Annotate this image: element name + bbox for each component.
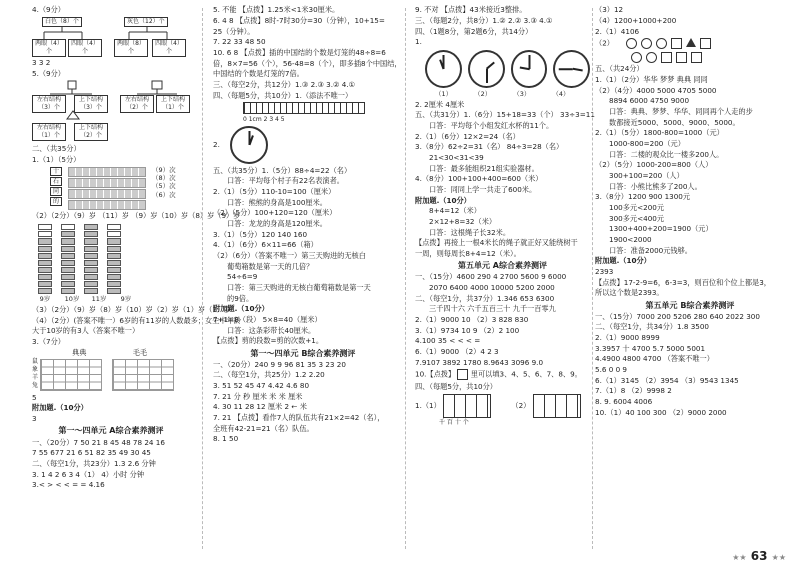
c4-l13: 口答：二楼的观众比一楼多200人。: [609, 149, 724, 159]
bar-label-3: 11岁: [91, 295, 107, 304]
tree3-left: 左右结构（3）个: [32, 95, 66, 113]
tree2-left: 两眼（8）个: [114, 39, 148, 57]
c2-l10-row: [213, 126, 393, 164]
c4-l18: 100多元<200元: [609, 202, 665, 212]
c4-extra-label: 附加题.（10分）: [595, 256, 651, 266]
c3-l10: 21<30<31<39: [429, 152, 484, 162]
triangle-icon: [686, 38, 696, 47]
hanzi-3: 同: [50, 187, 62, 196]
c2-l11: 五、（共35分）1.（5分）88÷4=22（名）: [213, 165, 352, 175]
clock-labels: [435, 91, 590, 98]
c4-s8: 8. 9. 6004 4006: [595, 397, 653, 407]
shape-pattern-row2: [631, 52, 785, 63]
circle-icon: [646, 52, 657, 63]
square-icon: [691, 52, 702, 63]
bar-label-4: 9岁: [120, 295, 132, 304]
c2-s1: 一、（20分）240 9 9 96 81 35 3 23 20: [213, 359, 346, 369]
c4-l23: [595, 257, 785, 265]
q2-3: （3）（2分）（9）岁（8）岁（10）岁（2）岁（1）岁（1）岁: [32, 305, 232, 315]
c4-s1: 一、（15分）7000 200 5206 280 640 2022 300: [595, 311, 760, 321]
clock-2-icon: [468, 50, 505, 88]
extra-answer: 3: [32, 414, 37, 424]
c2-l10: 2.: [213, 140, 220, 150]
q2-1: [32, 156, 190, 164]
c3-s10-row: [415, 394, 590, 418]
c2-l3: 25（分钟）。: [213, 26, 255, 36]
c3-l3: 四、（1题8分，第2题6分，共14分）: [415, 26, 533, 36]
unit-title-3: 第五单元 A综合素养测评: [458, 261, 547, 271]
hanzi-1: 十: [50, 167, 62, 176]
tree1-root: 白色（8）个: [42, 17, 82, 27]
q2-4: （4）（2分）(答案不唯一）6岁的有11岁的人数最多；女生中年龄: [32, 315, 241, 325]
c4-l10: 数都接近5000、5000、9000、5000。: [609, 117, 740, 127]
clock-label-4: （4）: [552, 89, 570, 98]
unit-title-4: 第五单元 B综合素养测评: [645, 300, 735, 310]
c4-l4: （2）: [595, 38, 614, 48]
column-divider-2: [405, 8, 406, 549]
count-2: （8）次: [152, 174, 176, 182]
c4-l19: 300多元<400元: [609, 213, 665, 223]
animal-labels: [32, 359, 38, 391]
c2-s7: 8. 1 50: [213, 434, 239, 444]
tree4-right: 上下结构（1）个: [156, 95, 190, 113]
c2-l13: 2.（1）（5分）110-10=100（厘米）: [213, 186, 336, 196]
c2-l6: 倍，8×7=56（个），56-48=8（个），即多插8个中国结，: [213, 58, 402, 68]
animal-3: 羊: [32, 374, 39, 382]
classification-tree-1: [32, 17, 190, 57]
tree4-left: 左右结构（2）个: [120, 95, 154, 113]
clock-icon: [230, 126, 268, 164]
c1-s1b: 7 55 677 21 6 51 82 35 49 30 45: [32, 448, 151, 458]
c4-l17: 3.（8分）1200 900 1300元: [595, 192, 691, 202]
c3-s4: 3.（1）9734 10 9 （2）2 100: [415, 325, 520, 335]
tree2-right: 四眼（4）个: [152, 39, 186, 57]
c4-s3: 3.3957 十 4700 5.7 5000 5001: [595, 343, 706, 353]
c2-extra-label: 附加题.（10分）: [213, 304, 269, 314]
bar-labels: [36, 296, 190, 303]
clock-1-icon: [425, 50, 462, 88]
c2-l19: （2）（6分）（答案不唯一）第三天购进的无核白: [213, 250, 366, 260]
c2-l23: 的9倍。: [227, 293, 254, 303]
shape-pattern-2: [631, 52, 702, 63]
abacus-labels: 千 百 十 个: [439, 418, 469, 426]
c2-l15: （2）（5分）100+120=120（厘米）: [213, 208, 337, 218]
c1-s3: 3. 1 4 2 6 3 4（1） 4）小时 分钟: [32, 469, 145, 479]
hanzi-list: [50, 167, 62, 210]
c3-l13: 口答：同同上学一共走了600米。: [429, 184, 537, 194]
hanzi-2: 石: [50, 177, 62, 186]
c2-l8: 三、（每空2分，共12分）1.③ 2.③ 3.② 4.①: [213, 80, 356, 90]
q4-nums: 3 3 2: [32, 58, 51, 68]
c3-extra-label: 附加题.（10分）: [415, 195, 471, 205]
page-number: [732, 550, 786, 564]
tally-grid: [68, 167, 146, 210]
answer-column-4: [595, 4, 785, 555]
bar-label-1: 9岁: [39, 295, 51, 304]
c4-l5: 五、（共24分）: [595, 64, 644, 74]
circle-icon: [626, 38, 637, 49]
count-4: （6）次: [152, 190, 176, 199]
c1-s1: 一、（20分）7 50 21 8 45 48 78 24 16: [32, 437, 165, 447]
circle-icon: [656, 38, 667, 49]
c4-l6: 1.（1）（2分）华华 梦梦 典典 同同: [595, 74, 708, 84]
abacus-2-icon: [533, 394, 581, 418]
c3-l9: 3.（8分）62÷2=31（名） 84÷3=28（名）: [415, 142, 564, 152]
c2-l1: 5. 不能 【点拨】1.25米<1米30厘米。: [213, 5, 340, 15]
name-a: 典典: [72, 347, 87, 357]
c3-l5: 2. 2厘米 4厘米: [415, 99, 465, 109]
c3-l17: 口答：这根绳子长32米。: [429, 227, 511, 237]
c2-s3: 7. 21 分 秒 厘米 米 米 厘米: [213, 391, 303, 401]
c3-l18: 【点拨】再接上一根4米长的绳子就正好又能绕树干: [415, 238, 578, 248]
c4-l20: 1300+400+200=1900（元）: [609, 224, 713, 234]
c4-l15: 300+100=200（人）: [609, 170, 684, 180]
tree2-root: 灰色（12）个: [124, 17, 168, 27]
c3-s2b: 三千四十六 六千五百三十 九千一百零九: [429, 304, 556, 314]
c2-l24: [213, 305, 393, 313]
age-bar-1: [38, 224, 52, 294]
c2-l7: 中国结的个数是灯笼的7倍。: [213, 69, 304, 79]
ruler-scale: 0 1cm 2 3 4 5: [243, 115, 285, 123]
answer-column-2: [213, 4, 402, 555]
count-1: （9）次: [152, 165, 176, 174]
c4-l21: 1900<2000: [609, 234, 652, 244]
c4-l11: 2.（1）（5分）1800-800=1000（元）: [595, 128, 724, 138]
c3-l16: 2×12+8=32（米）: [429, 216, 497, 226]
c3-l1: 9. 不对 【点拨】43米接近3整排。: [415, 5, 527, 15]
c3-l15: 8+4=12（米）: [429, 206, 481, 216]
c3-s10b: （2）: [511, 400, 531, 410]
page-dots-right: ★★: [771, 553, 786, 563]
q5-label: 5.（9分）: [32, 69, 65, 79]
c4-l25: 【点拨】17-2-9=6，6-3=3，则百位和个位上都是3，: [595, 277, 771, 287]
c2-l20: 葡萄箱数是第一天的几倍？: [227, 261, 314, 271]
c4-s6: 6.（1）3145 （2）3954 （3）9543 1345: [595, 375, 739, 385]
c4-l9: 口答：典典、梦梦、华华、同同再个人走的步: [609, 106, 753, 116]
tally-counts: [152, 167, 176, 210]
c4-s9: 10.（1）40 100 300 （2）9000 2000: [595, 407, 727, 417]
c4-l1: （3）12: [595, 5, 624, 15]
c4-l24: 2393: [595, 266, 614, 276]
c4-l12: 1000-800=200（元）: [609, 138, 685, 148]
c4-l4-row: [595, 38, 785, 49]
c2-l5: 10. 6 8 【点拨】插的中国结的个数是灯笼的48÷8=6: [213, 48, 386, 58]
name-headers: [72, 349, 190, 357]
square-icon: [676, 52, 687, 63]
c3-s2: 二、（每空1分，共37分）1.346 653 6300: [415, 293, 555, 303]
tally-chart: [50, 167, 190, 210]
tree3-right: 上下结构（3）个: [74, 95, 108, 113]
c3-l8: 2.（1）（6分）12×2=24（名）: [415, 131, 520, 141]
shape-pattern: [626, 38, 711, 49]
c1-s4: 3.< > < < = = 4.16: [32, 480, 105, 490]
q2-2: （2）（2分）（9）岁 （11）岁 （9）岁（10）岁（8）岁（9）岁: [32, 210, 241, 220]
clock-label-3: （3）: [513, 89, 531, 98]
c2-s6: 全班有42-21=21（名）队伍。: [213, 423, 314, 433]
c4-s4: 4.4900 4800 4700 （答案不唯一）: [595, 354, 714, 364]
circle-icon: [631, 52, 642, 63]
clock-4-icon: [553, 50, 590, 88]
c4-s2: 2.（1）9000 8999: [595, 333, 660, 343]
page-number-value: 63: [750, 549, 768, 564]
c2-l2: 6. 4 8 【点拨】8时-7时30分=30（分钟），10+15=: [213, 16, 385, 26]
square-icon: [671, 38, 682, 49]
tally-grid-b: [112, 359, 174, 391]
c2-l12: 口答：平均每个村子有22名表演者。: [227, 176, 344, 186]
c3-s1b: 2070 6400 4000 10000 5200 2000: [429, 283, 555, 293]
c4-l8: 8894 6000 4750 9000: [609, 96, 690, 106]
abacus-icon: [443, 394, 491, 418]
tree1-right: 四眼（4）个: [68, 39, 102, 57]
extra-question: [32, 404, 190, 412]
tree1-left: 两眼（4）个: [32, 39, 66, 57]
column-divider-3: [592, 8, 593, 549]
c3-l2: 三、（每题2分，共8分）1.② 2.② 3.③ 4.①: [415, 16, 553, 26]
circle-icon: [641, 38, 652, 49]
extra-label: 附加题.（10分）: [32, 403, 88, 413]
c4-l14: （2）（5分）1000-200=800（人）: [595, 160, 713, 170]
c2-l4: 7. 22 33 48 50: [213, 37, 266, 47]
five-label: 5: [32, 392, 37, 402]
c2-l21: 54÷6=9: [227, 272, 258, 282]
c2-l16: 口答：龙龙的身高是120厘米。: [227, 218, 327, 228]
blank-box-icon: [457, 369, 468, 380]
c3-l11: 口答：最多能组织21组实验器材。: [429, 163, 539, 173]
classification-tree-2: [32, 81, 190, 143]
c4-l16: 口答：小熊比熊多了200人。: [609, 181, 702, 191]
age-bar-3: [84, 224, 98, 294]
c3-l4: 1.: [415, 37, 422, 47]
c4-l26: 所以这个数是2393。: [595, 288, 664, 298]
c2-l9: 四、（每题5分，共10分）1.（添法不唯一）: [213, 90, 353, 100]
ruler-row: [243, 102, 393, 114]
c4-l7: （2）（4分）4000 5000 4705 5000: [595, 85, 717, 95]
c2-l14: 口答：熊熊的身高是100厘米。: [227, 197, 327, 207]
c3-l7: 口答：平均每个小组发红水杯的11个。: [429, 120, 554, 130]
square-icon: [661, 52, 672, 63]
clock-3-icon: [511, 50, 548, 88]
clock-label-2: （2）: [474, 89, 492, 98]
section-2-header: 二、（共35分）: [32, 144, 81, 154]
c2-l26: 口答：这条彩带长40厘米。: [227, 325, 316, 335]
clock-row: [425, 50, 590, 88]
c3-s5: 4.100 35 < < < =: [415, 336, 481, 346]
c3-l19: 一周，则每周长8+4=12（米）。: [415, 248, 521, 258]
c3-l12: 4.（8分）100+100+400=600（米）: [415, 174, 543, 184]
c4-s1b: 二、（每空1分，共34分）1.8 3500: [595, 322, 710, 332]
c2-s4: 4. 30 11 28 12 厘米 2 ← 米: [213, 402, 307, 412]
c4-l3: 2.（1）4106: [595, 26, 640, 36]
name-b: 毛毛: [132, 347, 148, 357]
c3-l6: 五、（共31分）1.（6分）15+18=33（个） 33÷3=11: [415, 110, 595, 120]
animal-2: 象: [32, 366, 39, 374]
c3-s10: 1.（1）: [415, 400, 441, 410]
c2-l18: 4.（1）（6分）6×11=66（箱）: [213, 240, 318, 250]
c3-s3: 2.（1）9000 10 （2）3 828 830: [415, 315, 529, 325]
ruler-graphic: [243, 102, 365, 114]
c2-l17: 3.（1）（5分）120 140 160: [213, 229, 308, 239]
q2-4b: 大于10岁的有3人（答案不唯一）: [32, 326, 140, 336]
c2-l25: 7+1=8（段） 5×8=40（厘米）: [213, 314, 322, 324]
c4-l2: （4）1200+1000+200: [595, 16, 677, 26]
animal-1: 鼠: [32, 358, 39, 366]
tree5-right: 上下结构（2）个: [74, 123, 108, 141]
c2-s5: 7. 21 【点拨】看作7人的队伍共有21×2=42（名），: [213, 413, 385, 423]
q3-label: 3.（7分）: [32, 337, 65, 347]
unit-title-2: 第一～四单元 B综合素养测评: [250, 348, 356, 358]
c4-l22: 口答：准备2000元钱够。: [609, 245, 692, 255]
c3-s9: 四、（每题5分，共10分）: [415, 381, 497, 391]
c3-s8b: 里可以填3、4、5、6、7、8、9。: [470, 369, 582, 379]
unit-title-1: 第一～四单元 A综合素养测评: [58, 426, 164, 436]
hanzi-4: 的: [50, 197, 62, 206]
age-bar-chart: [38, 224, 190, 294]
c4-s7: 7.（1）8 （2）9998 2: [595, 386, 672, 396]
square-icon: [700, 38, 711, 49]
c2-s1b: 二、（每空1分，共25分）1.2 2.20: [213, 370, 325, 380]
c1-s2: 二、（每空1分，共23分）1.3 2.6 分钟: [32, 458, 156, 468]
age-bar-4: [107, 224, 121, 294]
animal-4: 兔: [32, 382, 39, 390]
c3-s8-row: [415, 369, 590, 380]
c3-s1: 一、（15分）4600 290 4 2700 5600 9 6000: [415, 272, 567, 282]
tree5-left: 左右结构（1）个: [32, 123, 66, 141]
c3-s7: 7.9107 3892 1780 8.9643 3096 9.0: [415, 357, 544, 367]
c3-l14: [415, 197, 590, 205]
tally-grid-a: [40, 359, 102, 391]
column-divider-1: [202, 8, 203, 549]
c2-s2: 3. 51 52 45 47 4.42 4.6 80: [213, 381, 310, 391]
c3-s8: 10.【点拨】: [415, 369, 456, 379]
bar-label-2: 10岁: [64, 295, 80, 304]
q2-1-label: 1.（1）（5分）: [32, 154, 81, 164]
animal-tally: [32, 359, 190, 391]
count-3: （5）次: [152, 182, 176, 191]
clock-label-1: （1）: [435, 89, 453, 98]
c3-s6: 6.（1）9000 （2）4 2 3: [415, 347, 499, 357]
age-bar-2: [61, 224, 75, 294]
answer-column-3: [415, 4, 595, 555]
c4-s5: 5.6 0 0 9: [595, 365, 628, 375]
q4-label: 4.（9分）: [32, 5, 65, 15]
page-dots-left: ★★: [732, 553, 747, 563]
c2-l27: 【点拨】剪的段数=剪的次数+1。: [213, 336, 324, 346]
c2-l22: 口答：第三天购进的无核白葡萄箱数是第一天: [227, 282, 371, 292]
